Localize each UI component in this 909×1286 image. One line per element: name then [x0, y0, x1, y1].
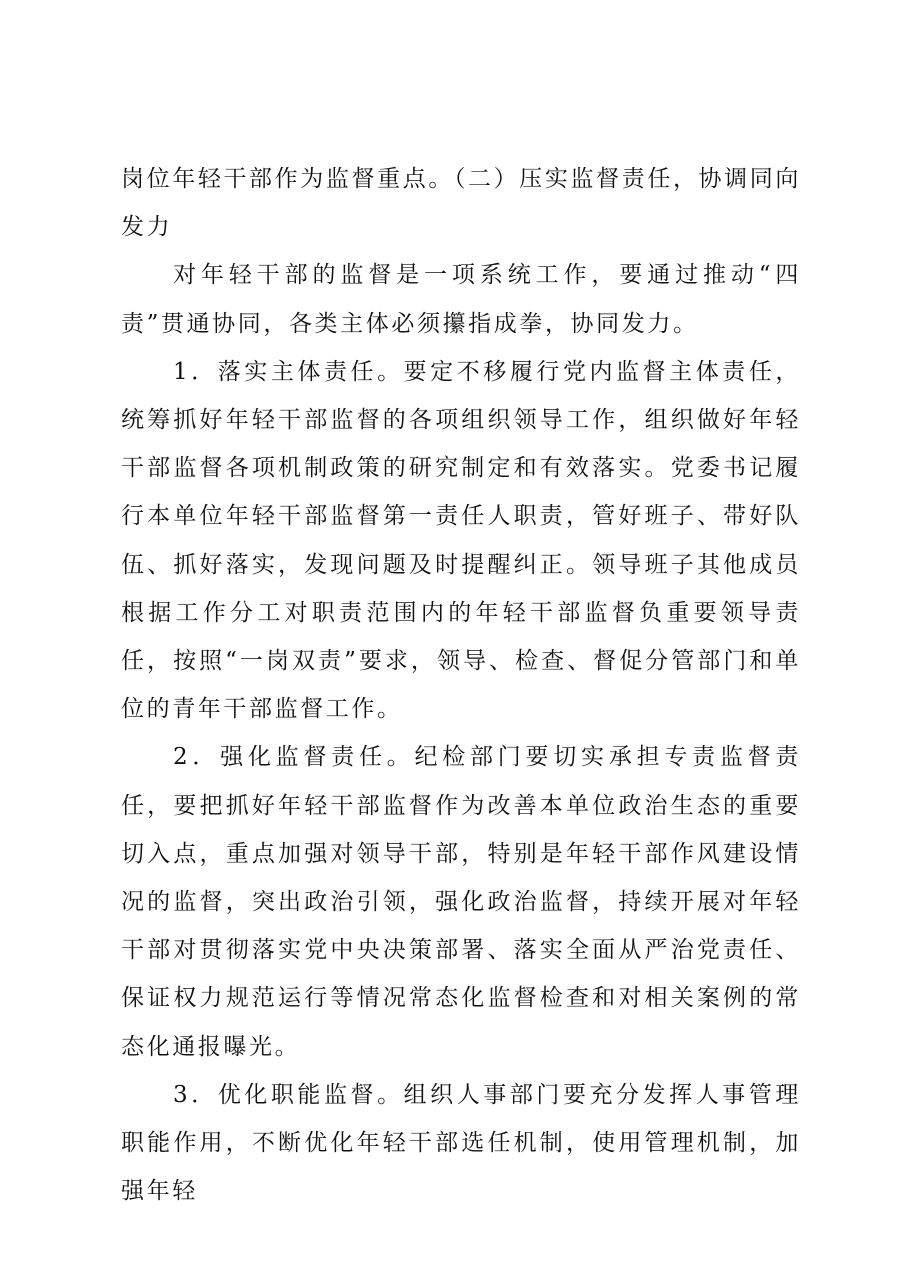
paragraph-item-2: 2．强化监督责任。纪检部门要切实承担专责监督责任，要把抓好年轻干部监督作为改善本单位政治生态的重要切入点，重点加强对领导干部，特别是年轻干部作风建设情况的监督，突出政治引领，强化政治监督，持续开展对年轻干部对贯彻落实党中央决策部署、落实全面从严治党责任、保证权力规范运行等情况常态化监督检查和对相关案例的常态化通报曝光。: [121, 744, 801, 1060]
paragraph-item-1: 1．落实主体责任。要定不移履行党内监督主体责任，统筹抓好年轻干部监督的各项组织领导工作，组织做好年轻干部监督各项机制政策的研究制定和有效落实。党委书记履行本单位年轻干部监督第一责任人职责，管好班子、带好队伍、抓好落实，发现问题及时提醒纠正。领导班子其他成员根据工作分工对职责范围内的年轻干部监督负重要领导责任，按照“一岗双责”要求，领导、检查、督促分管部门和单位的青年干部监督工作。: [121, 358, 801, 723]
paragraph-item-3: 3．优化职能监督。组织人事部门要充分发挥人事管理职能作用，不断优化年轻干部选任机制，使用管理机制，加强年轻: [121, 1081, 801, 1205]
paragraph-intro: 对年轻干部的监督是一项系统工作，要通过推动“四责”贯通协同，各类主体必须攥指成拳，协同发力。: [121, 262, 801, 337]
document-body: [121, 155, 801, 1215]
paragraph-continuation: 岗位年轻干部作为监督重点。（二）压实监督责任，协调同向发力: [121, 166, 801, 241]
